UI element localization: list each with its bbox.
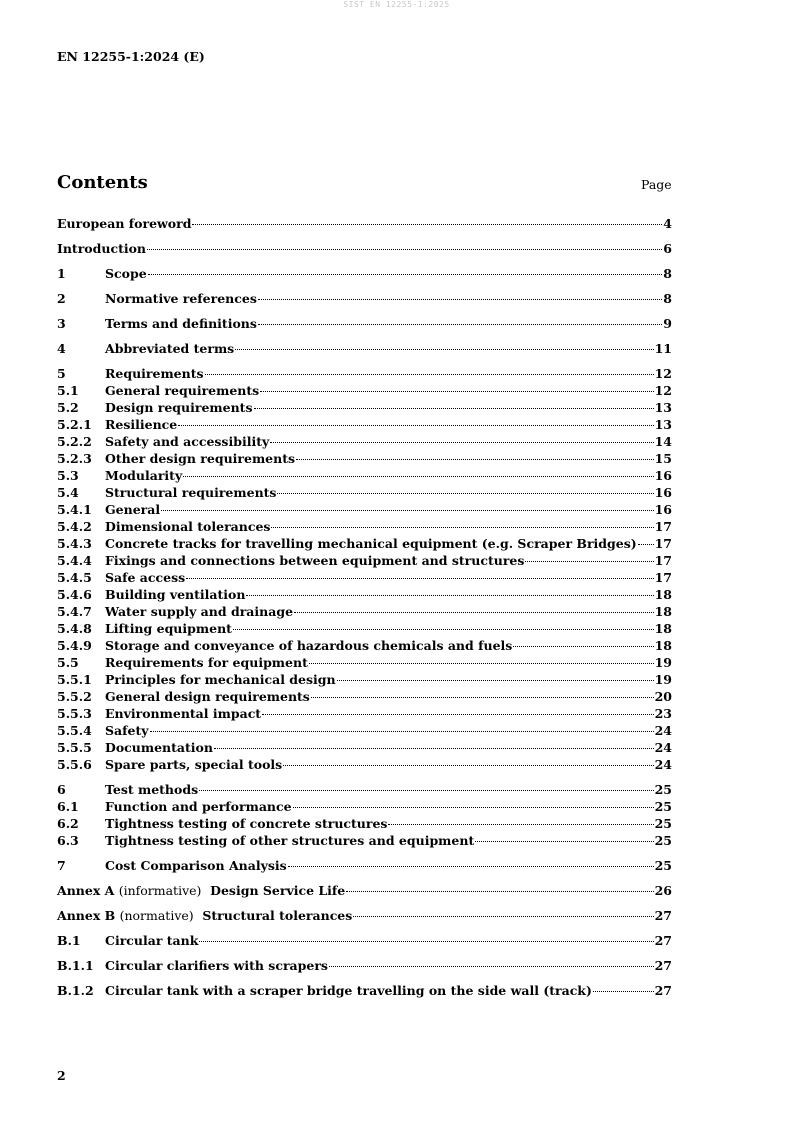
dot-leader	[161, 510, 653, 511]
toc-entry[interactable]	[57, 756, 672, 773]
toc-entry[interactable]	[57, 365, 672, 382]
toc-entry-number: 7	[57, 858, 66, 873]
toc-entry-page: 17	[654, 519, 672, 534]
toc-entry[interactable]	[57, 535, 672, 552]
toc-entry[interactable]	[57, 798, 672, 815]
toc-entry-page: 19	[654, 672, 672, 687]
toc-entry-number: 5.4	[57, 485, 79, 500]
toc-entry[interactable]	[57, 882, 672, 899]
toc-entry-page: 13	[654, 417, 672, 432]
annex-label: Annex A	[57, 883, 115, 898]
toc-entry-title: Test methods	[105, 782, 199, 797]
toc-entry-number: 1	[57, 266, 66, 281]
dot-leader	[288, 866, 654, 867]
toc-entry[interactable]	[57, 552, 672, 569]
toc-entry[interactable]	[57, 569, 672, 586]
dot-leader	[353, 916, 653, 917]
dot-leader	[199, 790, 653, 791]
toc-entry[interactable]	[57, 450, 672, 467]
toc-entry-title: Requirements for equipment	[105, 655, 308, 670]
dot-leader	[270, 442, 653, 443]
toc-entry[interactable]	[57, 722, 672, 739]
toc-entry-title: Cost Comparison Analysis	[105, 858, 287, 873]
toc-entry-page: 25	[654, 816, 672, 831]
toc-entry-number: 4	[57, 341, 66, 356]
toc-entry-number: 5.5.6	[57, 757, 92, 772]
toc-entry-number: 5.5.2	[57, 689, 92, 704]
toc-entry-title: Modularity	[105, 468, 183, 483]
toc-entry-page: 27	[654, 933, 672, 948]
toc-entry[interactable]	[57, 484, 672, 501]
toc-entry[interactable]	[57, 467, 672, 484]
dot-leader	[388, 824, 653, 825]
toc-entry-title: Building ventilation	[105, 587, 246, 602]
toc-entry-page: 13	[654, 400, 672, 415]
toc-entry-page: 27	[654, 983, 672, 998]
toc-entry-page: 16	[654, 502, 672, 517]
page-title: Contents	[57, 172, 148, 193]
dot-leader	[593, 991, 654, 992]
dot-leader	[186, 578, 653, 579]
dot-leader	[309, 663, 654, 664]
dot-leader	[525, 561, 653, 562]
toc-entry[interactable]	[57, 290, 672, 307]
toc-entry-title: Spare parts, special tools	[105, 757, 283, 772]
table-of-contents	[57, 215, 672, 999]
toc-entry-number: 5.4.6	[57, 587, 92, 602]
dot-leader	[178, 425, 653, 426]
dot-leader	[311, 697, 654, 698]
dot-leader	[271, 527, 653, 528]
dot-leader	[258, 299, 662, 300]
toc-entry-page: 15	[654, 451, 672, 466]
toc-entry[interactable]	[57, 705, 672, 722]
annex-label: Annex B	[57, 908, 116, 923]
toc-entry-title: Principles for mechanical design	[105, 672, 336, 687]
toc-entry-number: 5.2.3	[57, 451, 92, 466]
toc-entry-title	[57, 882, 345, 899]
dot-leader	[192, 224, 662, 225]
toc-entry-page: 16	[654, 485, 672, 500]
toc-entry-page: 4	[663, 216, 672, 231]
dot-leader	[277, 493, 653, 494]
toc-entry-number: 5	[57, 366, 66, 381]
toc-entry-title: Environmental impact	[105, 706, 262, 721]
toc-entry-title: Design requirements	[105, 400, 253, 415]
dot-leader	[258, 324, 662, 325]
toc-entry-number: 5.4.7	[57, 604, 92, 619]
toc-entry-number: 5.4.8	[57, 621, 92, 636]
toc-entry-number: 5.4.2	[57, 519, 92, 534]
page-number: 2	[57, 1068, 66, 1083]
toc-entry-number: 5.4.4	[57, 553, 92, 568]
annex-title: Structural tolerances	[202, 908, 353, 923]
dot-leader	[199, 941, 653, 942]
toc-entry-page: 18	[654, 621, 672, 636]
toc-entry[interactable]	[57, 416, 672, 433]
toc-entry-page: 14	[654, 434, 672, 449]
toc-entry[interactable]	[57, 907, 672, 924]
dot-leader	[337, 680, 654, 681]
toc-entry-number: 6	[57, 782, 66, 797]
toc-entry-title: Function and performance	[105, 799, 292, 814]
toc-entry-number: 5.4.5	[57, 570, 92, 585]
toc-entry[interactable]	[57, 501, 672, 518]
document-id: EN 12255-1:2024 (E)	[57, 49, 205, 64]
toc-entry-page: 6	[663, 241, 672, 256]
toc-entry-title: Lifting equipment	[105, 621, 232, 636]
toc-entry[interactable]	[57, 382, 672, 399]
toc-entry[interactable]	[57, 215, 672, 232]
dot-leader	[346, 891, 653, 892]
toc-entry-number: 5.2.2	[57, 434, 92, 449]
toc-entry-number: 6.3	[57, 833, 79, 848]
dot-leader	[513, 646, 653, 647]
toc-entry-page: 18	[654, 587, 672, 602]
toc-entry[interactable]	[57, 815, 672, 832]
toc-entry-page: 17	[654, 570, 672, 585]
toc-entry-page: 26	[654, 883, 672, 898]
dot-leader	[638, 544, 654, 545]
toc-entry-number: 5.4.9	[57, 638, 92, 653]
toc-entry[interactable]	[57, 240, 672, 257]
toc-entry-number: 6.1	[57, 799, 79, 814]
toc-entry-title: Other design requirements	[105, 451, 296, 466]
toc-entry-page: 9	[663, 316, 672, 331]
toc-entry-title: Safety and accessibility	[105, 434, 270, 449]
toc-entry-title: General	[105, 502, 161, 517]
dot-leader	[214, 748, 654, 749]
toc-entry-number: 2	[57, 291, 66, 306]
toc-entry-number: B.1	[57, 933, 81, 948]
toc-entry-number: 5.5.5	[57, 740, 92, 755]
dot-leader	[283, 765, 653, 766]
toc-entry-page: 24	[654, 757, 672, 772]
toc-entry-page: 23	[654, 706, 672, 721]
toc-entry-number: 5.5.1	[57, 672, 92, 687]
toc-entry[interactable]	[57, 932, 672, 949]
toc-entry[interactable]	[57, 518, 672, 535]
toc-entry-title: Structural requirements	[105, 485, 277, 500]
dot-leader	[150, 731, 654, 732]
toc-entry-number: 6.2	[57, 816, 79, 831]
toc-entry-page: 8	[663, 266, 672, 281]
dot-leader	[294, 612, 654, 613]
annex-type: (normative)	[119, 908, 194, 923]
toc-entry-page: 25	[654, 799, 672, 814]
toc-entry-title	[57, 907, 352, 924]
toc-entry-title: Abbreviated terms	[105, 341, 235, 356]
toc-entry-title: Documentation	[105, 740, 213, 755]
toc-entry-page: 12	[654, 366, 672, 381]
toc-entry[interactable]	[57, 620, 672, 637]
toc-entry-number: B.1.1	[57, 958, 94, 973]
toc-entry-title: Dimensional tolerances	[105, 519, 271, 534]
toc-entry[interactable]	[57, 433, 672, 450]
dot-leader	[205, 374, 654, 375]
toc-entry-page: 11	[654, 341, 672, 356]
toc-entry-page: 18	[654, 604, 672, 619]
toc-entry[interactable]	[57, 957, 672, 974]
toc-entry-page: 24	[654, 740, 672, 755]
toc-entry-number: 5.5.3	[57, 706, 92, 721]
toc-entry-number: 5.2.1	[57, 417, 92, 432]
toc-entry-title: Fixings and connections between equipment and structures	[105, 553, 525, 568]
toc-entry-page: 17	[654, 536, 672, 551]
toc-entry-number: 5.5	[57, 655, 79, 670]
toc-entry-page: 20	[654, 689, 672, 704]
dot-leader	[147, 249, 662, 250]
toc-entry-title: Tightness testing of concrete structures	[105, 816, 388, 831]
toc-entry-page: 24	[654, 723, 672, 738]
toc-entry-number: 3	[57, 316, 66, 331]
dot-leader	[475, 841, 653, 842]
toc-entry[interactable]	[57, 781, 672, 798]
toc-entry[interactable]	[57, 654, 672, 671]
dot-leader	[329, 966, 654, 967]
toc-entry-page: 12	[654, 383, 672, 398]
toc-entry[interactable]	[57, 637, 672, 654]
annex-type: (informative)	[118, 883, 202, 898]
toc-entry-title: Concrete tracks for travelling mechanical equipment (e.g. Scraper Bridges)	[105, 536, 637, 551]
toc-entry-title: Circular tank	[105, 933, 199, 948]
dot-leader	[296, 459, 654, 460]
annex-title: Design Service Life	[210, 883, 346, 898]
toc-entry-title: Tightness testing of other structures and equipment	[105, 833, 475, 848]
toc-entry[interactable]	[57, 739, 672, 756]
toc-entry-number: 5.4.1	[57, 502, 92, 517]
toc-entry-number: 5.3	[57, 468, 79, 483]
toc-entry-page: 17	[654, 553, 672, 568]
toc-entry-number: 5.4.3	[57, 536, 92, 551]
dot-leader	[293, 807, 654, 808]
toc-entry[interactable]	[57, 857, 672, 874]
watermark: SIST EN 12255-1:2025	[343, 0, 450, 9]
toc-entry-page: 25	[654, 833, 672, 848]
toc-entry-title: Safety	[105, 723, 149, 738]
toc-entry-number: B.1.2	[57, 983, 94, 998]
dot-leader	[262, 714, 654, 715]
dot-leader	[183, 476, 653, 477]
dot-leader	[235, 349, 653, 350]
dot-leader	[233, 629, 654, 630]
toc-entry-title: Normative references	[105, 291, 257, 306]
toc-entry[interactable]	[57, 982, 672, 999]
toc-entry[interactable]	[57, 315, 672, 332]
page-column-label: Page	[641, 177, 672, 192]
toc-entry-title: General requirements	[105, 383, 260, 398]
toc-entry-page: 25	[654, 858, 672, 873]
toc-entry-page: 27	[654, 908, 672, 923]
toc-entry-page: 16	[654, 468, 672, 483]
toc-entry-page: 8	[663, 291, 672, 306]
toc-entry[interactable]	[57, 399, 672, 416]
toc-entry[interactable]	[57, 688, 672, 705]
toc-entry-title: Circular clarifiers with scrapers	[105, 958, 328, 973]
toc-entry-number: 5.1	[57, 383, 79, 398]
toc-entry-title: General design requirements	[105, 689, 310, 704]
toc-entry-number: 5.5.4	[57, 723, 92, 738]
toc-entry-page: 18	[654, 638, 672, 653]
toc-entry-title: Terms and definitions	[105, 316, 257, 331]
toc-entry-title: Scope	[105, 266, 147, 281]
toc-entry-title: Storage and conveyance of hazardous chemicals and fuels	[105, 638, 513, 653]
toc-entry[interactable]	[57, 603, 672, 620]
toc-entry[interactable]	[57, 586, 672, 603]
toc-entry[interactable]	[57, 265, 672, 282]
dot-leader	[254, 408, 654, 409]
toc-entry-title: Water supply and drainage	[105, 604, 294, 619]
toc-entry-page: 19	[654, 655, 672, 670]
dot-leader	[260, 391, 653, 392]
toc-entry[interactable]	[57, 832, 672, 849]
toc-entry-title: Resilience	[105, 417, 178, 432]
toc-entry-page: 27	[654, 958, 672, 973]
toc-entry-page: 25	[654, 782, 672, 797]
toc-entry-title: Requirements	[105, 366, 204, 381]
toc-entry-title: Introduction	[57, 241, 147, 256]
toc-entry-title: European foreword	[57, 216, 192, 231]
toc-entry[interactable]	[57, 340, 672, 357]
toc-entry-number: 5.2	[57, 400, 79, 415]
toc-entry[interactable]	[57, 671, 672, 688]
dot-leader	[148, 274, 663, 275]
toc-entry-title: Safe access	[105, 570, 186, 585]
dot-leader	[246, 595, 653, 596]
toc-entry-title: Circular tank with a scraper bridge travelling on the side wall (track)	[105, 983, 592, 998]
